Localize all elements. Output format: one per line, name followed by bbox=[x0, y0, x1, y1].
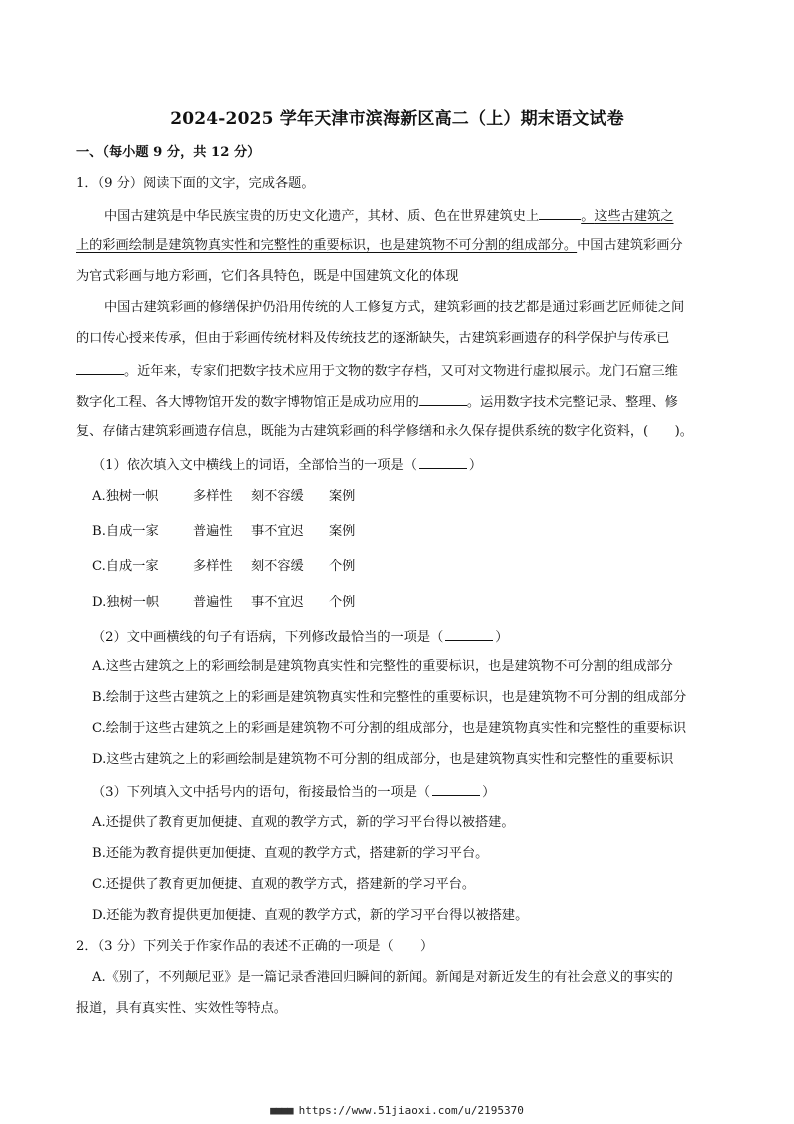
exam-title: 2024-2025 学年天津市滨海新区高二（上）期末语文试卷 bbox=[170, 109, 624, 129]
sub-question-2: （2）文中画横线的句子有语病，下列修改最恰当的一项是（ ） bbox=[92, 630, 509, 645]
passage-line: 的口传心授来传承，但由于彩画传统材料及传统技艺的逐渐缺失，古建筑彩画遗存的科学保护与传承已 bbox=[76, 331, 670, 346]
fill-blank bbox=[539, 207, 581, 220]
option-line: B.还能为教育提供更加便捷、直观的教学方式，搭建新的学习平台。 bbox=[92, 846, 489, 861]
passage-line: 数字化工程、各大博物馆开发的数字博物馆正是成功应用的 。运用数字技术完整记录、整理、修 bbox=[76, 395, 678, 410]
question-1-stem: 1．（9 分）阅读下面的文字，完成各题。 bbox=[76, 176, 315, 191]
option-row: B.自成一家 普遍性 事不宜迟 案例 bbox=[92, 524, 356, 539]
passage-line: 上的彩画绘制是建筑物真实性和完整性的重要标识，也是建筑物不可分割的组成部分。中国古建筑彩画分 bbox=[76, 238, 683, 253]
option-line: B.绘制于这些古建筑之上的彩画是建筑物真实性和完整性的重要标识，也是建筑物不可分割的组成部分 bbox=[92, 690, 687, 705]
option-line: C.还提供了教育更加便捷、直观的教学方式，搭建新的学习平台。 bbox=[92, 877, 476, 892]
fill-blank bbox=[76, 362, 124, 375]
passage-line: 复、存储古建筑彩画遗存信息，既能为古建筑彩画的科学修缮和永久保存提供系统的数字化资料，( )。 bbox=[76, 424, 693, 439]
site-logo-icon: ■■■■ bbox=[270, 1104, 293, 1117]
option-row: C.自成一家 多样性 刻不容缓 个例 bbox=[92, 559, 356, 574]
section-heading: 一、（每小题 9 分，共 12 分） bbox=[76, 145, 261, 160]
page-footer bbox=[0, 1104, 794, 1117]
option-line: A.这些古建筑之上的彩画绘制是建筑物真实性和完整性的重要标识，也是建筑物不可分割的组成部分 bbox=[92, 659, 673, 674]
question-2-stem: 2．（3 分）下列关于作家作品的表述不正确的一项是（ ） bbox=[76, 939, 434, 954]
fill-blank bbox=[419, 393, 467, 406]
passage-line: 中国古建筑是中华民族宝贵的历史文化遗产，其材、质、色在世界建筑史上 。这些古建筑之 bbox=[104, 209, 674, 224]
option-line: 报道，具有真实性、实效性等特点。 bbox=[76, 1001, 287, 1016]
option-row: A.独树一帜 多样性 刻不容缓 案例 bbox=[92, 489, 356, 504]
passage-line: 。近年来，专家们把数字技术应用于文物的数字存档，又可对文物进行虚拟展示。龙门石窟三维 bbox=[76, 362, 678, 380]
option-line: A.《别了，不列颠尼亚》是一篇记录香港回归瞬间的新闻。新闻是对新近发生的有社会意义的事实的 bbox=[92, 970, 673, 985]
sub-question-3: （3）下列填入文中括号内的语句，衔接最恰当的一项是（ ） bbox=[92, 785, 496, 800]
answer-blank bbox=[445, 628, 493, 641]
option-line: D.这些古建筑之上的彩画绘制是建筑物不可分割的组成部分，也是建筑物真实性和完整性的重要标识 bbox=[92, 752, 674, 767]
passage-line: 中国古建筑彩画的修缮保护仍沿用传统的人工修复方式，建筑彩画的技艺都是通过彩画艺匠师徒之间 bbox=[104, 300, 685, 315]
option-line: C.绘制于这些古建筑之上的彩画是建筑物不可分割的组成部分，也是建筑物真实性和完整性的重要标识 bbox=[92, 721, 687, 736]
answer-blank bbox=[432, 783, 480, 796]
answer-blank bbox=[419, 456, 467, 469]
underlined-sentence: 上的彩画绘制是建筑物真实性和完整性的重要标识，也是建筑物不可分割的组成部分。 bbox=[76, 238, 578, 253]
option-line: A.还提供了教育更加便捷、直观的教学方式，新的学习平台得以被搭建。 bbox=[92, 815, 515, 830]
option-row: D.独树一帜 普遍性 事不宜迟 个例 bbox=[92, 595, 356, 610]
footer-url-link[interactable]: https://www.51jiaoxi.com/u/2195370 bbox=[298, 1104, 524, 1117]
passage-line: 为官式彩画与地方彩画，它们各具特色，既是中国建筑文化的体现 bbox=[76, 269, 459, 284]
option-line: D.还能为教育提供更加便捷、直观的教学方式，新的学习平台得以被搭建。 bbox=[92, 908, 529, 923]
sub-question-1: （1）依次填入文中横线上的词语，全部恰当的一项是（ ） bbox=[92, 458, 483, 473]
